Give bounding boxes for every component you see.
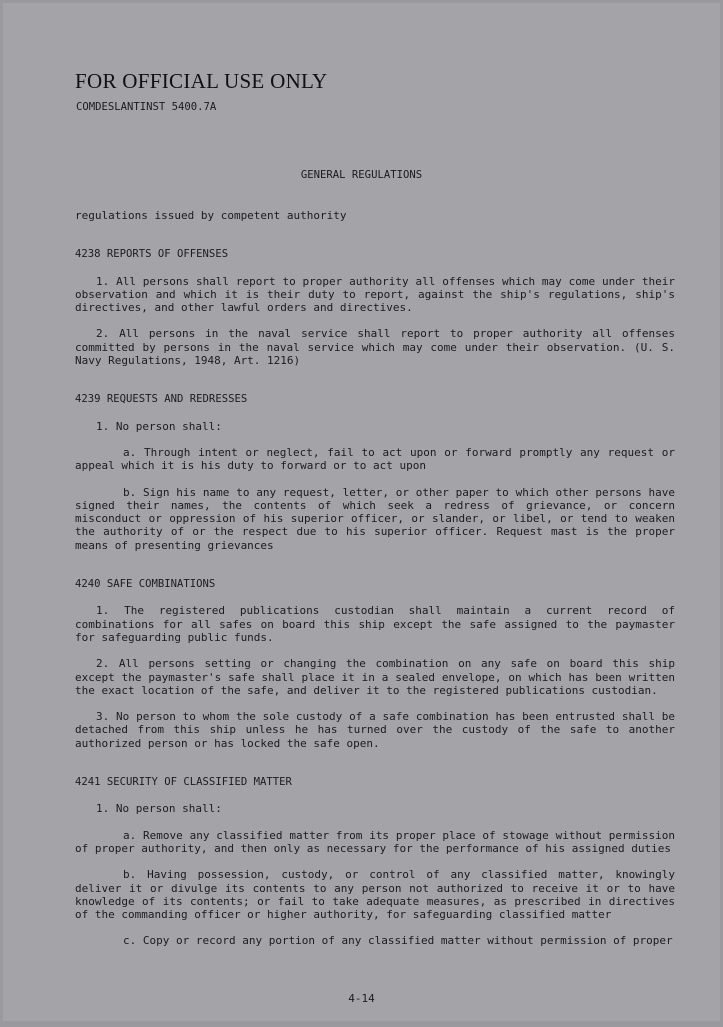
paragraph-4240-1: 1. The registered publications custodian shall maintain a current record of combinations for all safes on board this ship except the safe assigned to the paymaster for safeguarding public funds. [75,604,675,644]
paragraph-4241-1c: c. Copy or record any portion of any classified matter without permission of proper [123,934,673,948]
document-body [75,209,675,948]
section-title-4240: 4240 SAFE COMBINATIONS [75,578,216,591]
section-title-4241: 4241 SECURITY OF CLASSIFIED MATTER [75,776,292,789]
paragraph-4238-1: 1. All persons shall report to proper authority all offenses which may come under their observation and which it is their duty to report, against the ship's regulations, ship's directives, and other lawful orders and directives. [75,274,675,315]
document-page [3,3,720,1021]
paragraph-4239-1: 1. No person shall: [96,419,222,433]
page-number: 4-14 [348,992,375,1005]
chapter-heading: GENERAL REGULATIONS [300,169,423,181]
instruction-number: COMDESLANTINST 5400.7A [76,101,217,113]
section-title-4239: 4239 REQUESTS AND REDRESSES [75,393,248,406]
paragraph-4238-2: 2. All persons in the naval service shall report to proper authority all offenses committed by persons in the naval service which may come under their observation. (U. S. Navy Regulations, 1948, Art. 1216) [75,327,675,368]
paragraph-4241-1a: a. Remove any classified matter from its proper place of stowage without permission of proper authority, and then only as necessary for the performance of his assigned duties [75,828,675,855]
paragraph-4241-1: 1. No person shall: [96,802,222,816]
paragraph-4239-1a: a. Through intent or neglect, fail to act upon or forward promptly any request or appeal which it is his duty to forward or to act upon [75,445,675,473]
section-title-4238: 4238 REPORTS OF OFFENSES [75,248,229,261]
classification-stamp: FOR OFFICIAL USE ONLY [75,69,328,93]
paragraph-4240-3: 3. No person to whom the sole custody of a safe combination has been entrusted shall be detached from this ship unless he has turned over the custody of the safe to another authorized person or has locked the safe open. [75,710,675,750]
paragraph-4241-1b: b. Having possession, custody, or control of any classified matter, knowingly deliver it or divulge its contents to any person not authorized to receive it or to have knowledge of its contents; or fail to take adequate measures, as prescribed in directives of the commanding officer or higher authority, for safeguarding classified matter [75,868,675,922]
paragraph-4240-2: 2. All persons setting or changing the combination on any safe on board this ship except the paymaster's safe shall place it in a sealed envelope, on which has been written the exact location of the safe, and deliver it to the registered publications custodian. [75,657,675,697]
paragraph-4239-1b: b. Sign his name to any request, letter, or other paper to which other persons have signed their names, the contents of which seek a redress of grievance, or concern misconduct or oppression of his superior officer, or slander, or libel, or tend to weaken the authority of or the respect due to his superior officer. Request mast is the proper means of presenting grievances [75,485,675,552]
intro-line: regulations issued by competent authority [75,209,347,222]
